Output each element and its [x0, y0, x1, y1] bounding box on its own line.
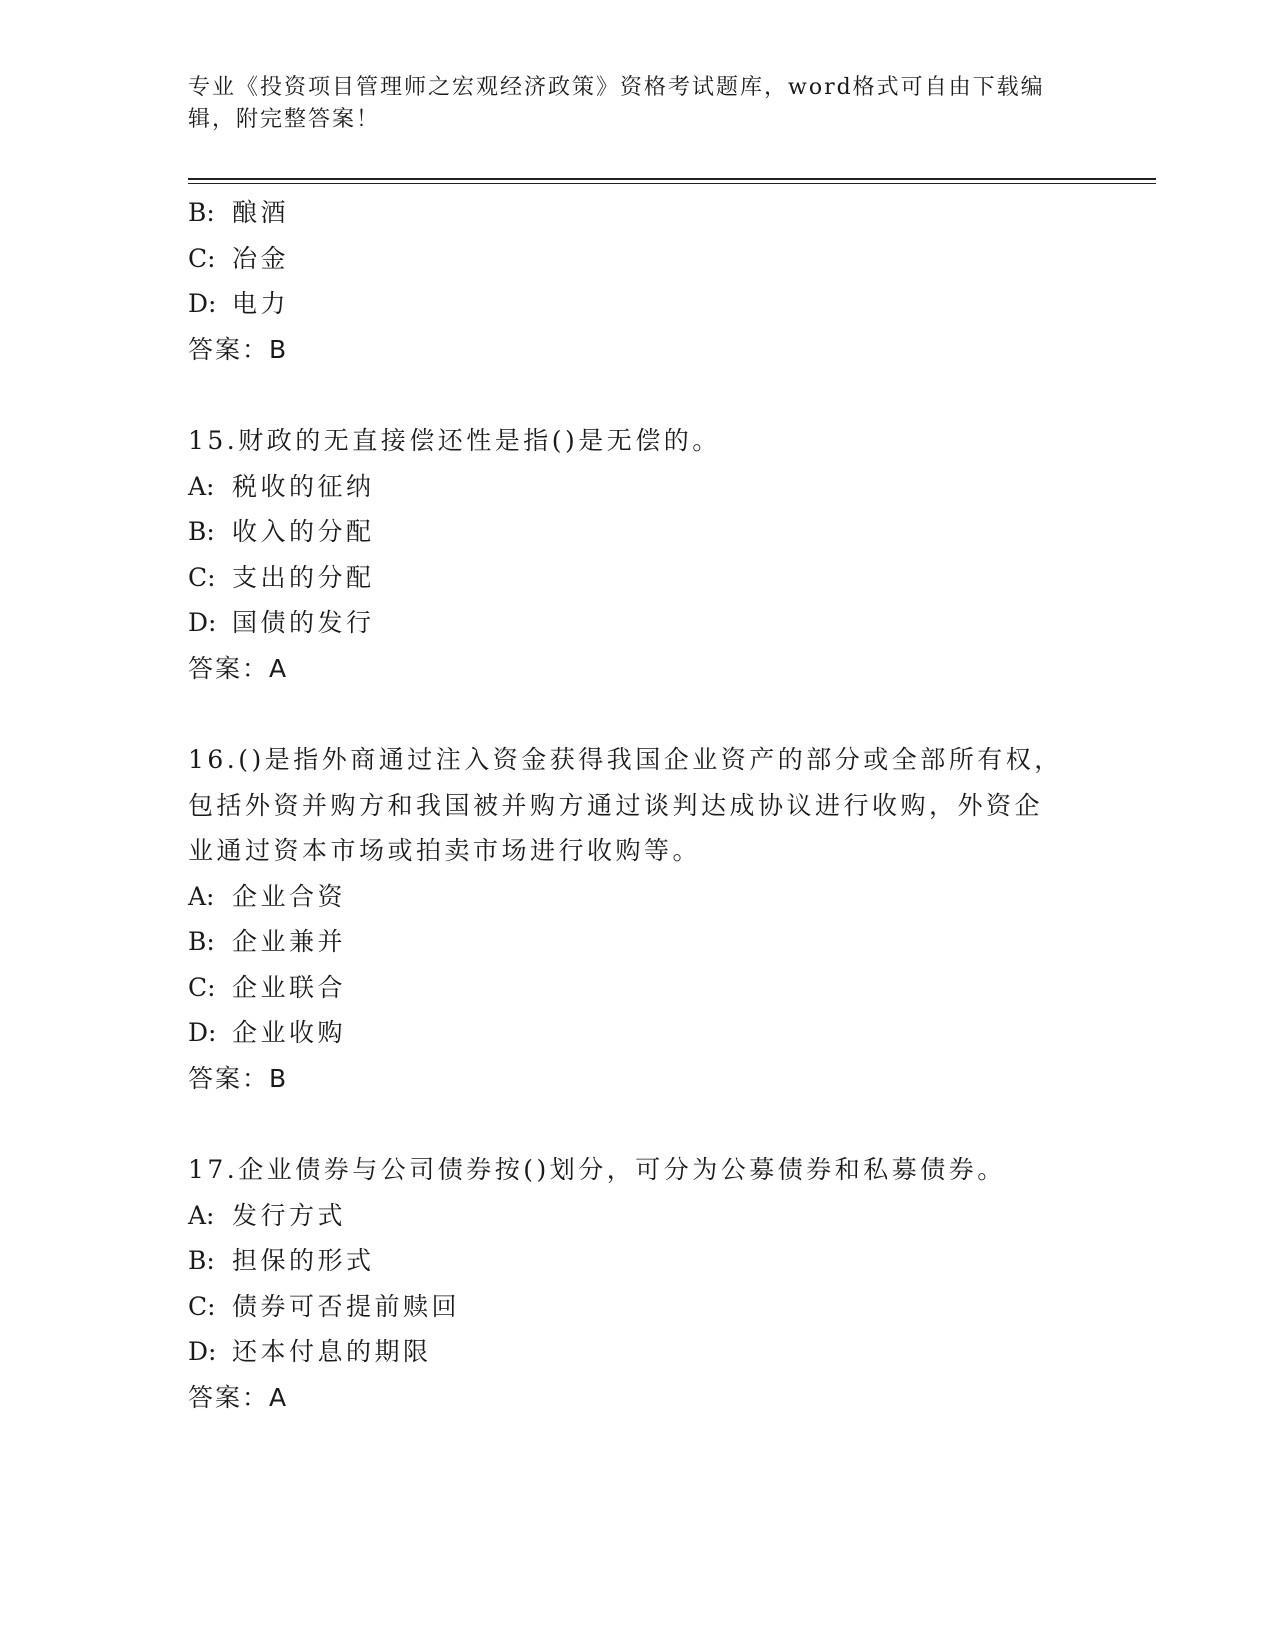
- header-line-2: 辑，附完整答案！: [188, 107, 381, 132]
- answer-line: 答案：B: [188, 334, 289, 364]
- option-a: A: 税收的征纳: [188, 471, 375, 501]
- option-b: B: 收入的分配: [188, 517, 375, 546]
- question-text-line: 包括外资并购方和我国被并购方通过谈判达成协议进行收购，外资企: [188, 790, 1044, 820]
- question-text-line: 业通过资本市场或拍卖市场进行收购等。: [188, 836, 702, 865]
- option-b: B: 担保的形式: [188, 1246, 375, 1275]
- option-c: C: 企业联合: [188, 972, 347, 1002]
- header-rule-thick: [188, 178, 1156, 180]
- question-text-line: 16.()是指外商通过注入资金获得我国企业资产的部分或全部所有权，: [188, 745, 1063, 774]
- option-b: B: 酿酒: [188, 198, 290, 227]
- option-d: D: 电力: [188, 289, 290, 318]
- option-a: A: 企业合资: [188, 881, 347, 911]
- answer-line: 答案：B: [188, 1063, 289, 1093]
- option-a: A: 发行方式: [188, 1200, 347, 1230]
- question-block-15: [188, 418, 1068, 691]
- option-d: D: 国债的发行: [188, 608, 375, 637]
- question-text: 15.财政的无直接偿还性是指()是无偿的。: [188, 426, 721, 455]
- question-list: [188, 190, 1068, 1420]
- option-c: C: 冶金: [188, 243, 290, 273]
- question-block-16: [188, 737, 1068, 1101]
- option-d: D: 企业收购: [188, 1018, 347, 1047]
- question-block-17: [188, 1147, 1068, 1420]
- question-block-prev: [188, 190, 1068, 372]
- question-text: 17.企业债券与公司债券按()划分，可分为公募债券和私募债券。: [188, 1155, 1006, 1184]
- header-rule-thin: [188, 183, 1156, 184]
- answer-line: 答案：A: [188, 1382, 289, 1412]
- option-b: B: 企业兼并: [188, 927, 347, 956]
- option-c: C: 支出的分配: [188, 562, 375, 592]
- option-d: D: 还本付息的期限: [188, 1337, 432, 1366]
- document-header: [188, 72, 1068, 136]
- answer-line: 答案：A: [188, 653, 289, 683]
- header-line-1: 专业《投资项目管理师之宏观经济政策》资格考试题库，word格式可自由下载编: [188, 75, 1045, 100]
- option-c: C: 债券可否提前赎回: [188, 1291, 461, 1321]
